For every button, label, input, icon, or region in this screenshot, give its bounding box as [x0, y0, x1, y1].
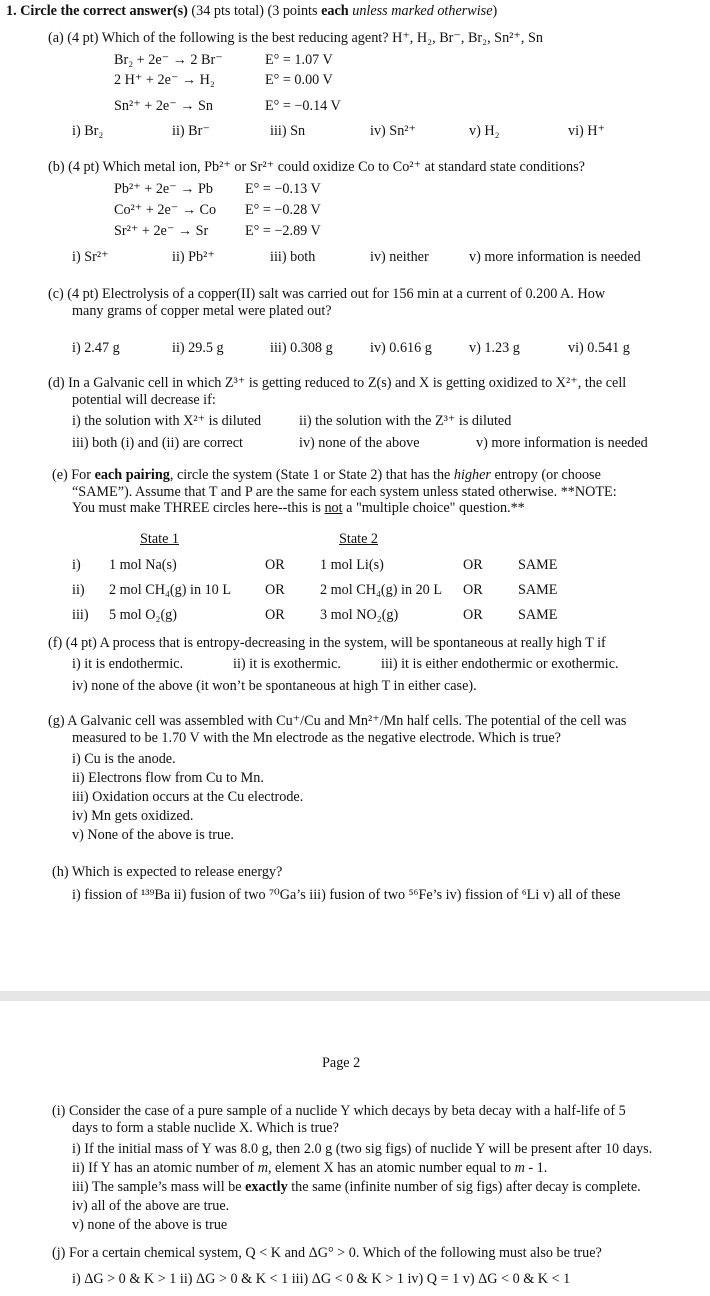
question-d-line1: (d) In a Galvanic cell in which Z³⁺ is getting reduced to Z(s) and X is getting oxidized to X²⁺, the cell [48, 375, 627, 391]
choice-a-vi[interactable]: vi) H⁺ [568, 123, 606, 139]
potential-a2: E° = 0.00 V [265, 72, 333, 88]
question-d-line2: potential will decrease if: [72, 392, 216, 408]
choice-d-iii[interactable]: iii) both (i) and (ii) are correct [72, 435, 243, 451]
question-f-prompt: (f) (4 pt) A process that is entropy-decreasing in the system, will be spontaneous at really high T if [48, 635, 606, 651]
question-a-prompt: (a) (4 pt) Which of the following is the best reducing agent? H⁺, H₂, Br⁻, Br₂, Sn²⁺, Sn [48, 30, 543, 46]
entropy-row3-state1[interactable]: 5 mol O₂(g) [109, 607, 177, 623]
choice-b-iv[interactable]: iv) neither [370, 249, 429, 265]
potential-a3: E° = −0.14 V [265, 98, 341, 114]
section-title: 1. Circle the correct answer(s) [6, 3, 188, 19]
reaction-b2: Co²⁺ + 2e⁻ → Co [114, 202, 217, 218]
question-b-prompt: (b) (4 pt) Which metal ion, Pb²⁺ or Sr²⁺ could oxidize Co to Co²⁺ at standard state conditions? [48, 159, 585, 175]
entropy-row1-same[interactable]: SAME [518, 557, 558, 573]
choices-j[interactable]: i) ΔG > 0 & K > 1 ii) ΔG > 0 & K < 1 iii) ΔG < 0 & K > 1 iv) Q = 1 v) ΔG < 0 & K < 1 [72, 1271, 571, 1287]
choice-b-ii[interactable]: ii) Pb²⁺ [172, 249, 215, 265]
choice-i-iii[interactable]: iii) The sample’s mass will be exactly the same (infinite number of sig figs) after decay is complete. [72, 1179, 641, 1195]
choice-f-iv[interactable]: iv) none of the above (it won’t be spontaneous at high T in either case). [72, 678, 477, 694]
choice-g-i[interactable]: i) Cu is the anode. [72, 751, 176, 767]
question-i-line2: days to form a stable nuclide X. Which is true? [72, 1120, 339, 1136]
potential-b2: E° = −0.28 V [245, 202, 321, 218]
choice-c-i[interactable]: i) 2.47 g [72, 340, 120, 356]
reaction-a2: 2 H⁺ + 2e⁻ → H₂ [114, 72, 215, 88]
choice-f-i[interactable]: i) it is endothermic. [72, 656, 184, 672]
question-i-line1: (i) Consider the case of a pure sample of a nuclide Y which decays by beta decay with a half-life of 5 [52, 1103, 626, 1119]
entropy-row2-same[interactable]: SAME [518, 582, 558, 598]
question-e-line3: You must make THREE circles here--this is not a "multiple choice" question.** [72, 500, 525, 516]
entropy-row2-or1: OR [265, 582, 285, 598]
choice-b-v[interactable]: v) more information is needed [469, 249, 641, 265]
choice-b-iii[interactable]: iii) both [270, 249, 316, 265]
choice-b-i[interactable]: i) Sr²⁺ [72, 249, 109, 265]
question-e-line2: “SAME”). Assume that T and P are the same for each system unless stated otherwise. **NOTE: [72, 484, 617, 500]
page-divider [0, 991, 710, 1001]
entropy-row3-or1: OR [265, 607, 285, 623]
choice-i-i[interactable]: i) If the initial mass of Y was 8.0 g, then 2.0 g (two sig figs) of nuclide Y will be present after 10 days. [72, 1141, 653, 1157]
choice-a-ii[interactable]: ii) Br⁻ [172, 123, 210, 139]
choices-h[interactable]: i) fission of ¹³⁹Ba ii) fusion of two ⁷⁰Ga’s iii) fusion of two ⁵⁶Fe’s iv) fission of ⁶Li v) all of these [72, 887, 621, 903]
entropy-row-num: i) [72, 557, 81, 573]
section-header: 1. Circle the correct answer(s) (34 pts total) (3 points each unless marked otherwise) [6, 3, 498, 19]
entropy-row-num: iii) [72, 607, 89, 623]
reaction-b3: Sr²⁺ + 2e⁻ → Sr [114, 223, 209, 239]
choice-c-iii[interactable]: iii) 0.308 g [270, 340, 333, 356]
question-g-line1: (g) A Galvanic cell was assembled with Cu⁺/Cu and Mn²⁺/Mn half cells. The potential of the cell was [48, 713, 627, 729]
choice-g-iv[interactable]: iv) Mn gets oxidized. [72, 808, 194, 824]
choice-c-iv[interactable]: iv) 0.616 g [370, 340, 432, 356]
question-c-line1: (c) (4 pt) Electrolysis of a copper(II) salt was carried out for 156 min at a current of 0.200 A. How [48, 286, 606, 302]
page-number: Page 2 [322, 1055, 361, 1071]
choice-i-iv[interactable]: iv) all of the above are true. [72, 1198, 230, 1214]
question-c-line2: many grams of copper metal were plated out? [72, 303, 332, 319]
state1-header: State 1 [140, 531, 180, 547]
choice-d-v[interactable]: v) more information is needed [476, 435, 648, 451]
choice-i-ii[interactable]: ii) If Y has an atomic number of m, element X has an atomic number equal to m - 1. [72, 1160, 548, 1176]
potential-b1: E° = −0.13 V [245, 181, 321, 197]
reaction-a1: Br₂ + 2e⁻ → 2 Br⁻ [114, 52, 223, 68]
choice-d-iv[interactable]: iv) none of the above [299, 435, 420, 451]
question-h-prompt: (h) Which is expected to release energy? [52, 864, 283, 880]
entropy-row3-same[interactable]: SAME [518, 607, 558, 623]
choice-d-i[interactable]: i) the solution with X²⁺ is diluted [72, 413, 262, 429]
entropy-row1-state1[interactable]: 1 mol Na(s) [109, 557, 177, 573]
reaction-a3: Sn²⁺ + 2e⁻ → Sn [114, 98, 213, 114]
choice-g-ii[interactable]: ii) Electrons flow from Cu to Mn. [72, 770, 264, 786]
choice-d-ii[interactable]: ii) the solution with the Z³⁺ is diluted [299, 413, 512, 429]
entropy-row-num: ii) [72, 582, 85, 598]
entropy-row2-or2: OR [463, 582, 483, 598]
question-e-line1: (e) For each pairing, circle the system (State 1 or State 2) that has the higher entropy (or choose [52, 467, 601, 483]
entropy-row1-state2[interactable]: 1 mol Li(s) [320, 557, 384, 573]
entropy-row3-or2: OR [463, 607, 483, 623]
choice-f-ii[interactable]: ii) it is exothermic. [233, 656, 341, 672]
entropy-row2-state2[interactable]: 2 mol CH₄(g) in 20 L [320, 582, 442, 598]
choice-c-v[interactable]: v) 1.23 g [469, 340, 520, 356]
entropy-row3-state2[interactable]: 3 mol NO₂(g) [320, 607, 399, 623]
entropy-row2-state1[interactable]: 2 mol CH₄(g) in 10 L [109, 582, 231, 598]
choice-c-vi[interactable]: vi) 0.541 g [568, 340, 630, 356]
entropy-row1-or1: OR [265, 557, 285, 573]
reaction-b1: Pb²⁺ + 2e⁻ → Pb [114, 181, 213, 197]
potential-a1: E° = 1.07 V [265, 52, 333, 68]
entropy-row1-or2: OR [463, 557, 483, 573]
potential-b3: E° = −2.89 V [245, 223, 321, 239]
question-j-prompt: (j) For a certain chemical system, Q < K and ΔG° > 0. Which of the following must also be true? [52, 1245, 602, 1261]
choice-c-ii[interactable]: ii) 29.5 g [172, 340, 224, 356]
choice-a-iii[interactable]: iii) Sn [270, 123, 306, 139]
choice-a-i[interactable]: i) Br₂ [72, 123, 104, 139]
choice-a-iv[interactable]: iv) Sn²⁺ [370, 123, 417, 139]
choice-g-v[interactable]: v) None of the above is true. [72, 827, 234, 843]
choice-f-iii[interactable]: iii) it is either endothermic or exothermic. [381, 656, 619, 672]
choice-a-v[interactable]: v) H₂ [469, 123, 500, 139]
section-points: (34 pts total) (3 points [191, 3, 322, 19]
choice-g-iii[interactable]: iii) Oxidation occurs at the Cu electrode. [72, 789, 304, 805]
question-g-line2: measured to be 1.70 V with the Mn electrode as the negative electrode. Which is true? [72, 730, 561, 746]
state2-header: State 2 [339, 531, 379, 547]
choice-i-v[interactable]: v) none of the above is true [72, 1217, 228, 1233]
